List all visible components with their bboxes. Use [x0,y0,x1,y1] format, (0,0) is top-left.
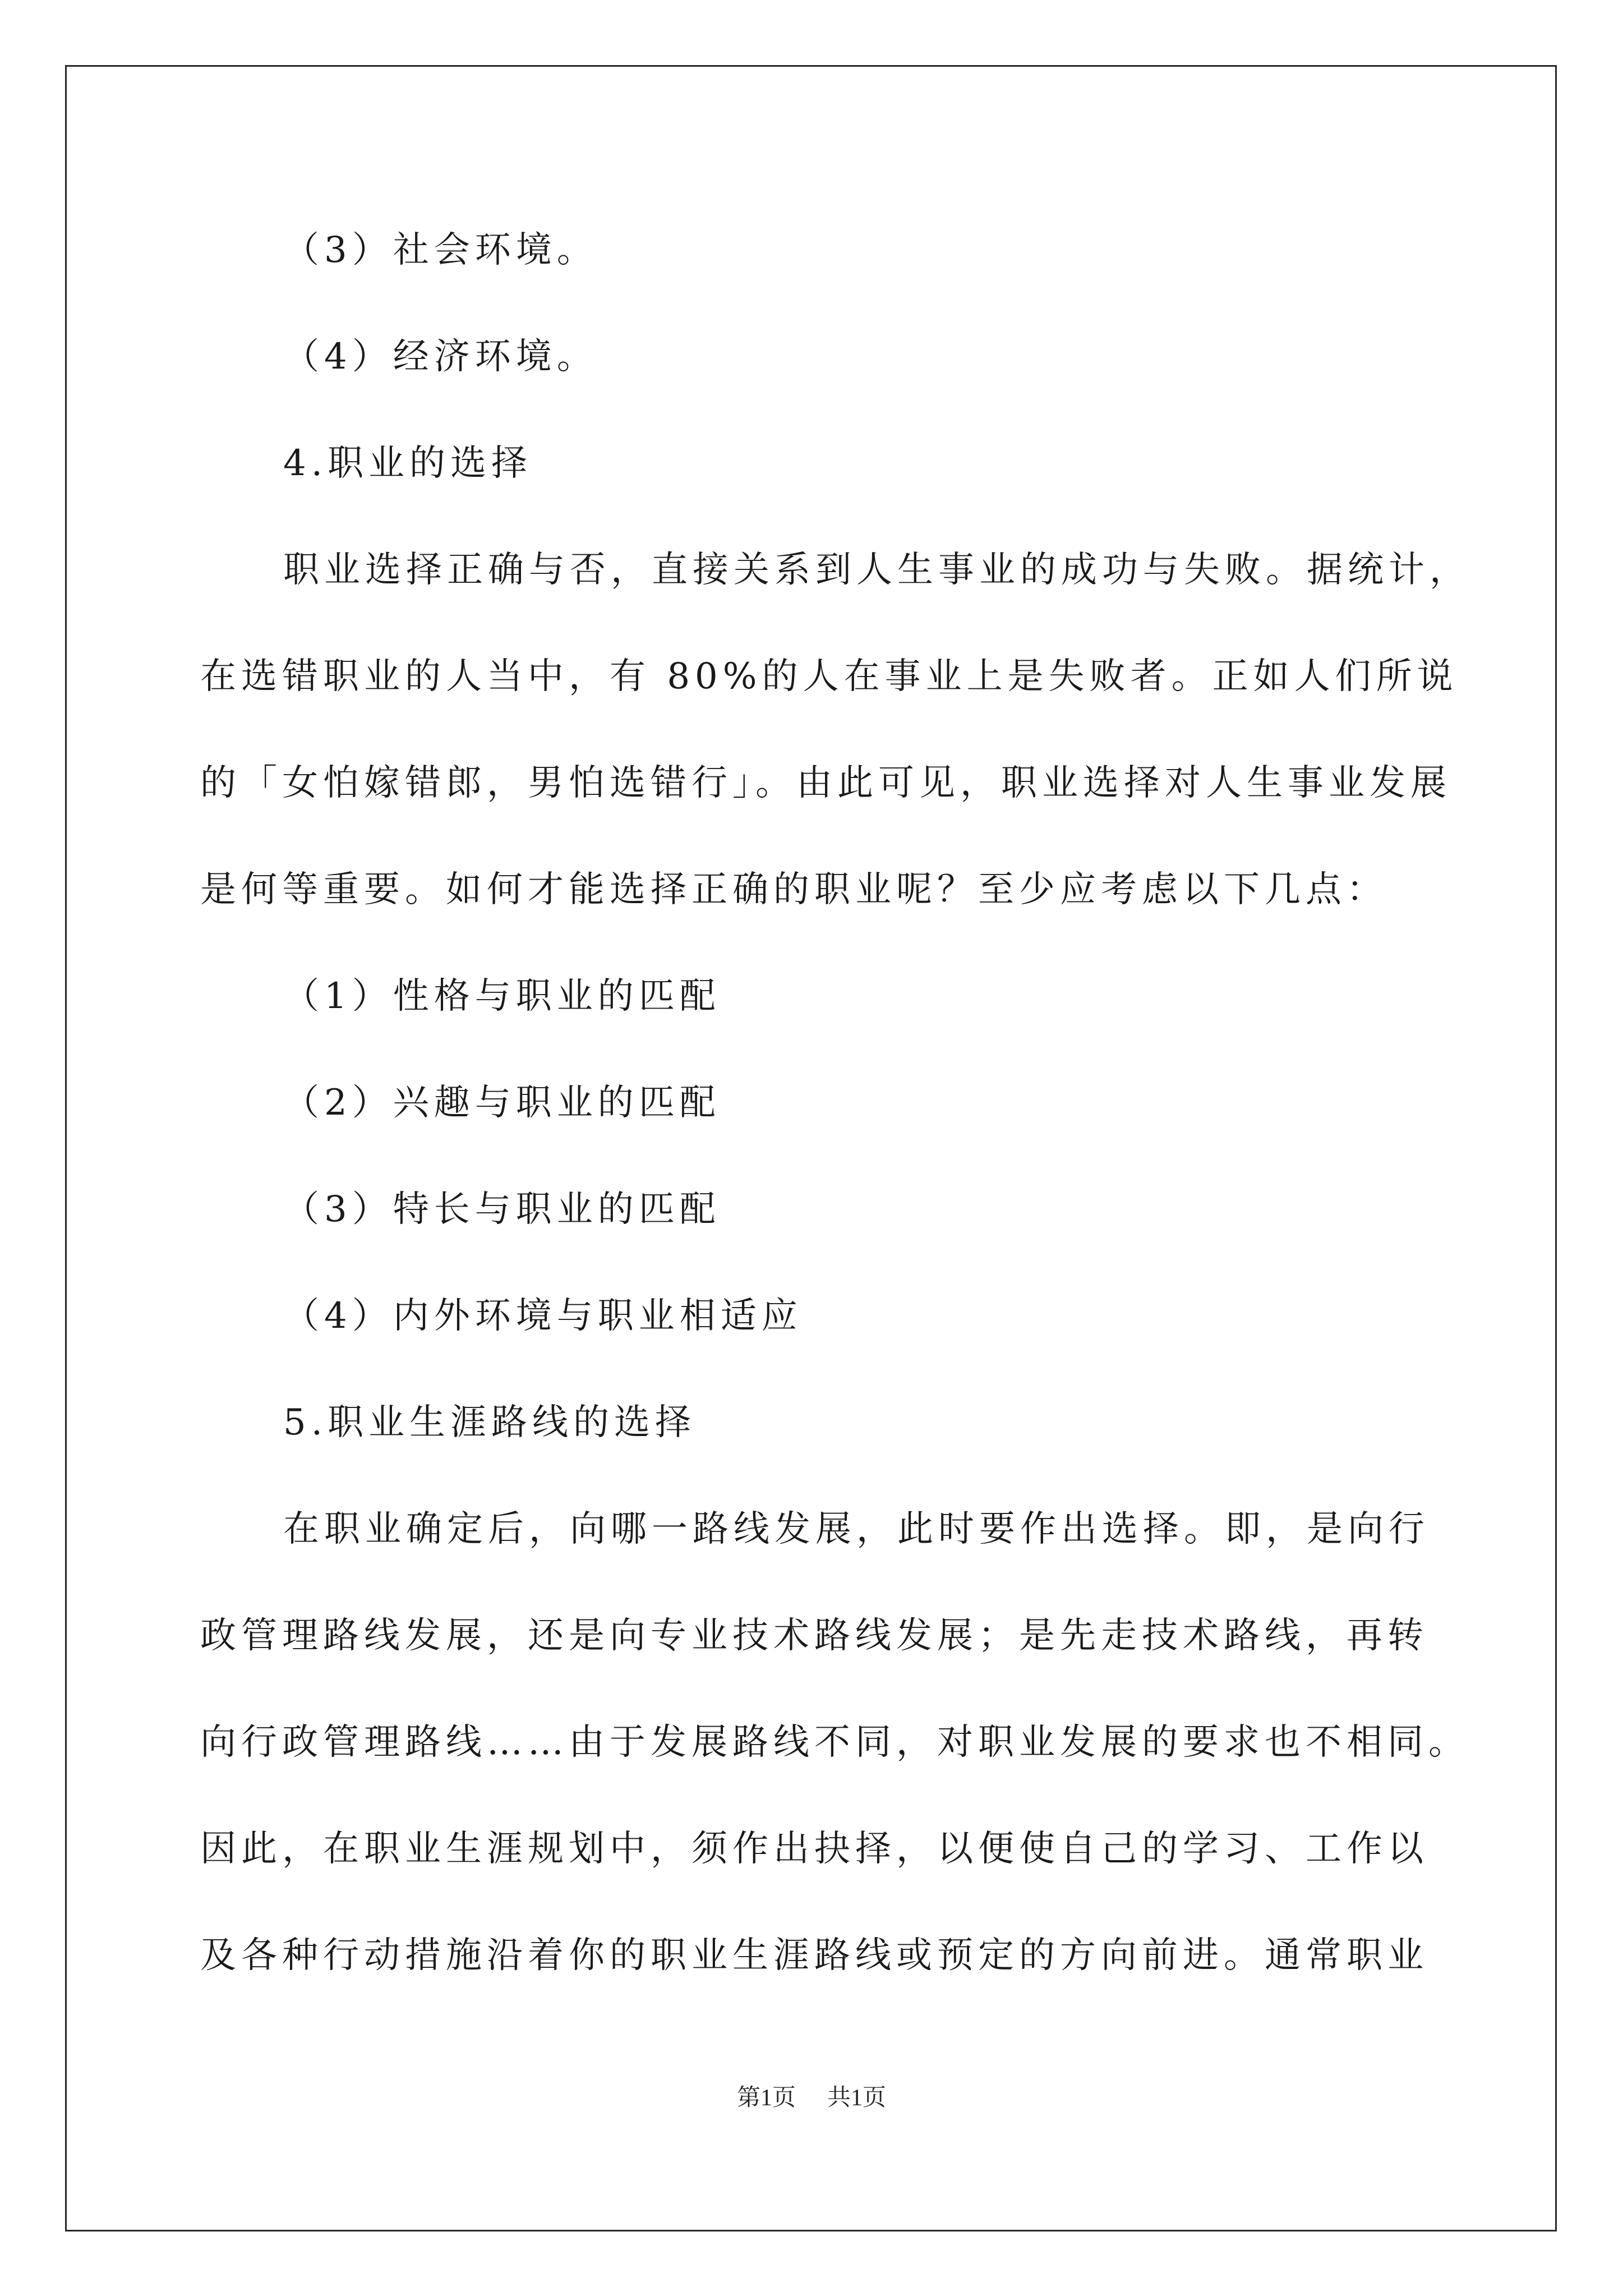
page-total: 共1页 [827,2085,887,2111]
list-item: （3）社会环境。 [283,229,598,271]
section-heading: 4.职业的选择 [283,443,533,484]
page-number: 第1页 [736,2085,796,2111]
list-item: （4）经济环境。 [283,336,598,378]
list-item: （3）特长与职业的匹配 [283,1189,721,1230]
paragraph-line: 向行政管理路线……由于发展路线不同，对职业发展的要求也不相同。 [200,1722,1469,1763]
paragraph-line: 的「女怕嫁错郎，男怕选错行」。由此可见，职业选择对人生事业发展 [200,762,1451,804]
paragraph-line: 在选错职业的人当中，有 80%的人在事业上是失败者。正如人们所说 [200,656,1458,697]
list-item: （2）兴趣与职业的匹配 [283,1082,721,1124]
paragraph-line: 因此，在职业生涯规划中，须作出抉择，以便使自己的学习、工作以 [200,1828,1428,1870]
list-item: （1）性格与职业的匹配 [283,976,721,1017]
paragraph-line: 是何等重要。如何才能选择正确的职业呢？至少应考虑以下几点： [200,869,1387,910]
list-item: （4）内外环境与职业相适应 [283,1295,803,1337]
page-footer [0,2081,1623,2115]
page-border [65,65,1557,2231]
paragraph-line: 职业选择正确与否，直接关系到人生事业的成功与失败。据统计， [283,549,1470,591]
paragraph-line: 及各种行动措施沿着你的职业生涯路线或预定的方向前进。通常职业 [200,1935,1428,1976]
section-heading: 5.职业生涯路线的选择 [283,1402,697,1443]
paragraph-line: 政管理路线发展，还是向专业技术路线发展；是先走技术路线，再转 [200,1615,1428,1657]
paragraph-line: 在职业确定后，向哪一路线发展，此时要作出选择。即，是向行 [283,1508,1430,1550]
